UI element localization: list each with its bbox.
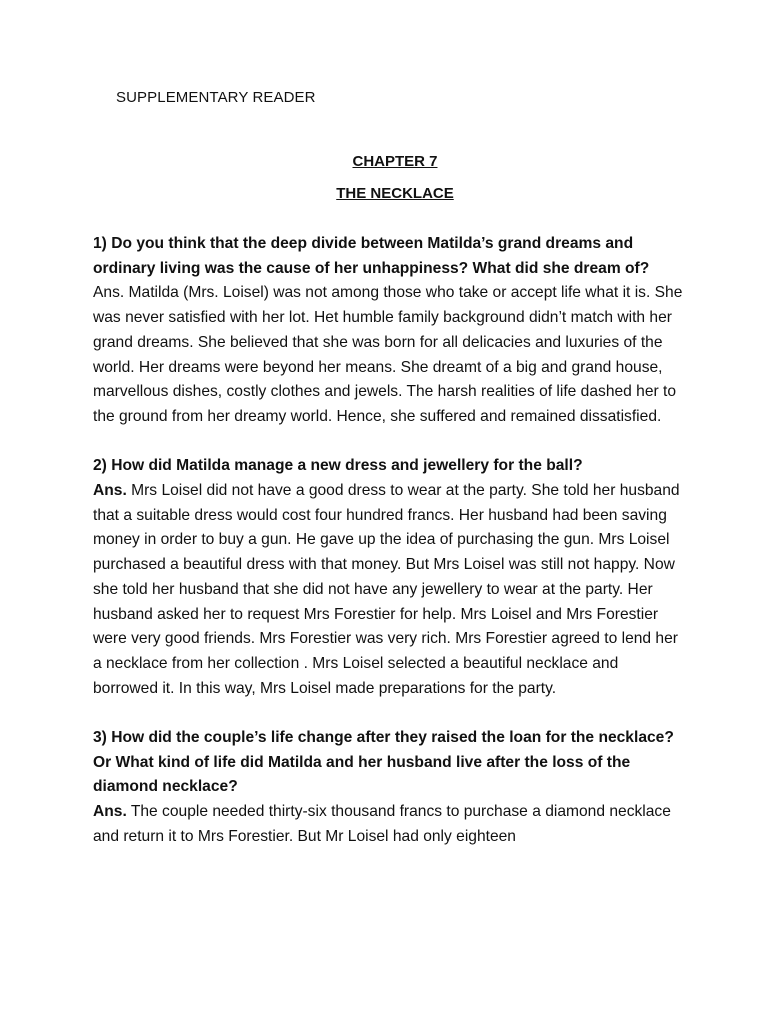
answer-2 <box>93 479 683 701</box>
answer-2-text: Mrs Loisel did not have a good dress to wear at the party. She told her husband that a suitable dress would cost four hundred francs. Her husband had been saving money in order to buy a gun. He gave up the idea of purchasing the gun. Mrs Loisel purchased a beautiful dress with that money. But Mrs Loisel was still not happy. Now she told her husband that she did not have any jewellery to wear at the party. Her husband asked her to request Mrs Forestier for help. Mrs Loisel and Mrs Forestier were very good friends. Mrs Forestier was very rich. Mrs Forestier agreed to lend her a necklace from her collection . Mrs Loisel selected a beautiful necklace and borrowed it. In this way, Mrs Loisel made preparations for the party. <box>93 482 680 697</box>
answer-2-label: Ans. <box>93 482 127 500</box>
answer-3-label: Ans. <box>93 803 127 821</box>
question-3: 3) How did the couple’s life change after they raised the loan for the necklace? Or What kind of life did Matilda and her husband live after the loss of the diamond necklace? <box>93 729 674 796</box>
supplementary-reader-label: SUPPLEMENTARY READER <box>116 89 316 106</box>
qa-block-2 <box>93 454 683 701</box>
qa-block-3 <box>93 726 683 850</box>
answer-3-text: The couple needed thirty-six thousand francs to purchase a diamond necklace and return it to Mrs Forestier. But Mr Loisel had only eighteen <box>93 803 671 845</box>
question-1: 1) Do you think that the deep divide between Matilda’s grand dreams and ordinary living was the cause of her unhappiness? What did she dream of? <box>93 235 650 277</box>
answer-1 <box>93 281 683 429</box>
chapter-title: THE NECKLACE <box>336 185 454 202</box>
question-2: 2) How did Matilda manage a new dress and jewellery for the ball? <box>93 457 583 475</box>
question-answer-section <box>93 232 683 874</box>
qa-block-1 <box>93 232 683 430</box>
answer-1-text: Ans. Matilda (Mrs. Loisel) was not among those who take or accept life what it is. She was never satisfied with her lot. Het humble family background didn’t match with her grand dreams. She believed that she was born for all delicacies and luxuries of the world. Her dreams were beyond her means. She dreamt of a big and grand house, marvellous dishes, costly clothes and jewels. The harsh realities of life dashed her to the ground from her dreamy world. Hence, she suffered and remained dissatisfied. <box>93 284 683 425</box>
chapter-number: CHAPTER 7 <box>352 153 438 170</box>
answer-3 <box>93 800 683 849</box>
